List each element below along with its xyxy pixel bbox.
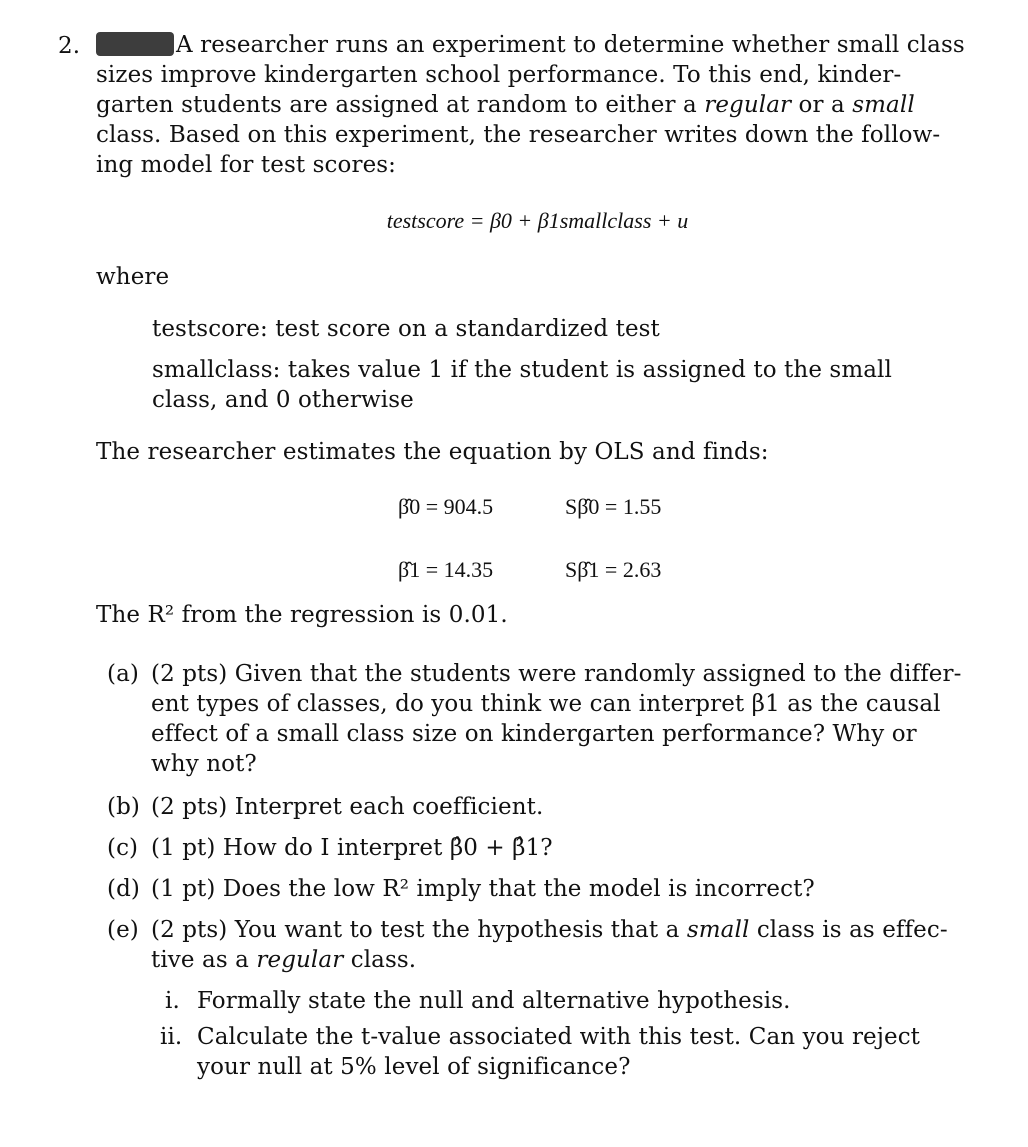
part-e-ii-line-2: your null at 5% level of significance?	[197, 1054, 631, 1080]
part-a-label: (a)	[107, 661, 139, 687]
part-a-text	[151, 659, 978, 779]
intro-line-2: sizes improve kindergarten school performance. To this end, kinder-	[96, 62, 902, 88]
part-e-ii-label: ii.	[160, 1024, 183, 1050]
part-a-line-2: ent types of classes, do you think we can interpret β1 as the causal	[151, 691, 941, 717]
part-d-label: (d)	[107, 876, 140, 902]
r2-statement: The R² from the regression is 0.01.	[96, 602, 508, 628]
se-beta1: Sβ̂1 = 2.63	[565, 557, 662, 582]
model-equation: testscore = β0 + β1smallclass + u	[386, 208, 689, 233]
part-e-text	[151, 915, 978, 975]
part-b-label: (b)	[107, 794, 140, 820]
part-e-line-2: tive as a regular class.	[151, 947, 417, 973]
beta0-hat: β̂0 = 904.5	[398, 494, 494, 519]
part-a-line-4: why not?	[151, 751, 257, 777]
part-e-i-label: i.	[165, 988, 180, 1014]
intro-paragraph	[96, 30, 978, 180]
definitions	[152, 314, 978, 415]
part-e-i-text: Formally state the null and alternative hypothesis.	[197, 988, 791, 1014]
intro-line-5: ing model for test scores:	[96, 152, 397, 178]
definition-smallclass-line-2: class, and 0 otherwise	[152, 387, 414, 413]
part-c-text: (1 pt) How do I interpret β̂0 + β̂1?	[151, 835, 553, 861]
part-a-line-3: effect of a small class size on kindergarten performance? Why or	[151, 721, 917, 747]
beta1-hat: β̂1 = 14.35	[398, 557, 494, 582]
intro-line-4: class. Based on this experiment, the researcher writes down the follow-	[96, 122, 941, 148]
part-e-line-1: (2 pts) You want to test the hypothesis that a small class is as effec-	[151, 917, 948, 943]
ols-intro: The researcher estimates the equation by OLS and finds:	[96, 439, 769, 465]
where-label: where	[96, 264, 170, 290]
intro-line-3: garten students are assigned at random to either a regular or a small	[96, 92, 915, 118]
part-e-label: (e)	[107, 917, 139, 943]
redacted-mark	[96, 32, 174, 56]
part-d-text: (1 pt) Does the low R² imply that the model is incorrect?	[151, 876, 815, 902]
definition-testscore: testscore: test score on a standardized test	[152, 316, 660, 342]
part-b-text: (2 pts) Interpret each coefficient.	[151, 794, 544, 820]
part-c-label: (c)	[107, 835, 139, 861]
part-a-line-1: (2 pts) Given that the students were randomly assigned to the differ-	[151, 661, 962, 687]
intro-line-1: A researcher runs an experiment to determine whether small class	[96, 30, 978, 60]
part-e-ii-text	[197, 1022, 978, 1082]
definition-smallclass-line-1: smallclass: takes value 1 if the student is assigned to the small	[152, 357, 892, 383]
se-beta0: Sβ̂0 = 1.55	[565, 494, 662, 519]
problem-number: 2.	[58, 33, 81, 59]
part-e-ii-line-1: Calculate the t-value associated with this test. Can you reject	[197, 1024, 921, 1050]
